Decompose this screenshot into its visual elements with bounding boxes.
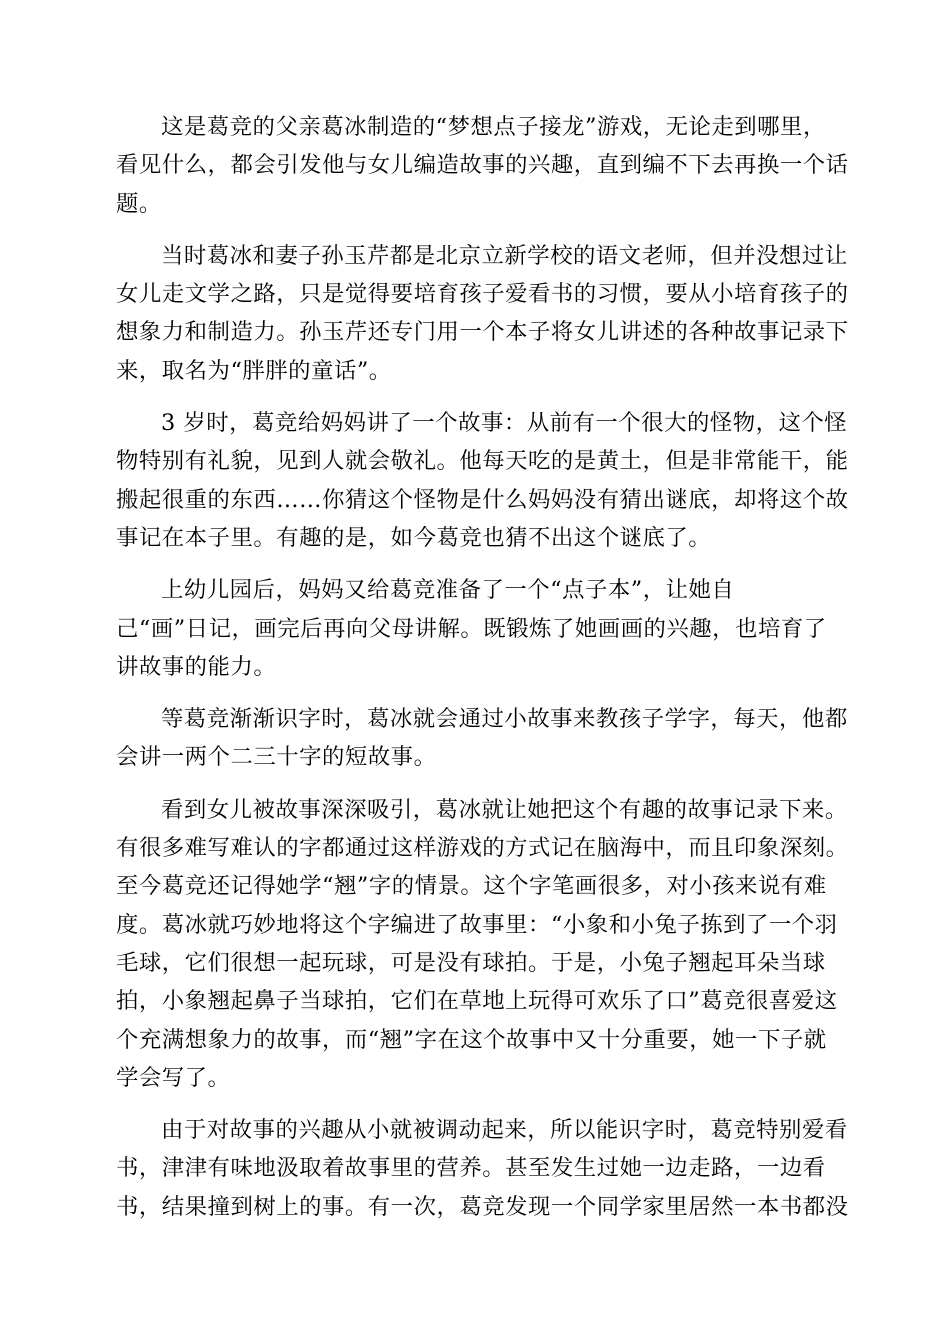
text-line: 当时葛冰和妻子孙玉芹都是北京立新学校的语文老师，但并没想过让	[161, 242, 848, 269]
text-line: 来，取名为“胖胖的童话”。	[116, 357, 392, 384]
paragraph-5	[116, 700, 848, 777]
text-line: 3 岁时，葛竞给妈妈讲了一个故事：从前有一个很大的怪物，这个怪	[161, 410, 848, 437]
text-line: 讲故事的能力。	[116, 653, 277, 680]
text-line: 会讲一两个二三十字的短故事。	[116, 744, 437, 771]
text-line: 度。葛冰就巧妙地将这个字编进了故事里：“小象和小兔子拣到了一个羽	[116, 911, 838, 938]
text-line: 至今葛竞还记得她学“翘”字的情景。这个字笔画很多，对小孩来说有难	[116, 873, 827, 900]
paragraph-7	[116, 1111, 849, 1226]
paragraph-3	[116, 404, 849, 557]
text-line: 个充满想象力的故事，而“翘”字在这个故事中又十分重要，她一下子就	[116, 1026, 827, 1053]
text-line: 事记在本子里。有趣的是，如今葛竞也猜不出这个谜底了。	[116, 524, 712, 551]
text-line: 女儿走文学之路，只是觉得要培育孩子爱看书的习惯，要从小培育孩子的	[116, 281, 849, 308]
text-line: 学会写了。	[116, 1064, 231, 1091]
text-line: 看到女儿被故事深深吸引，葛冰就让她把这个有趣的故事记录下来。	[161, 796, 848, 823]
text-line: 由于对故事的兴趣从小就被调动起来，所以能识字时，葛竞特别爱看	[161, 1117, 848, 1144]
text-line: 己“画”日记，画完后再向父母讲解。既锻炼了她画画的兴趣，也培育了	[116, 615, 827, 642]
paragraph-1	[116, 108, 849, 223]
text-line: 书，津津有味地汲取着故事里的营养。甚至发生过她一边走路，一边看	[116, 1155, 826, 1182]
text-line: 上幼儿园后，妈妈又给葛竞准备了一个“点子本”，让她自	[161, 577, 735, 604]
text-line: 这是葛竞的父亲葛冰制造的“梦想点子接龙”游戏，无论走到哪里，	[161, 114, 826, 140]
text-line: 等葛竞渐渐识字时，葛冰就会通过小故事来教孩子学字，每天，他都	[161, 706, 848, 733]
paragraph-2	[116, 237, 849, 390]
text-line: 看见什么，都会引发他与女儿编造故事的兴趣，直到编不下去再换一个话	[116, 152, 849, 179]
paragraph-6	[116, 791, 849, 1097]
text-line: 搬起很重的东西……你猜这个怪物是什么妈妈没有猜出谜底，却将这个故	[116, 486, 849, 513]
text-line: 书，结果撞到树上的事。有一次，葛竞发现一个同学家里居然一本书都没	[116, 1193, 849, 1220]
text-line: 毛球，它们很想一起玩球，可是没有球拍。于是，小兔子翘起耳朵当球	[116, 949, 826, 976]
text-line: 拍，小象翘起鼻子当球拍，它们在草地上玩得可欢乐了口”葛竞很喜爱这	[116, 988, 838, 1015]
paragraph-4	[116, 571, 834, 686]
text-line: 有很多难写难认的字都通过这样游戏的方式记在脑海中，而且印象深刻。	[116, 835, 849, 862]
text-line: 想象力和制造力。孙玉芹还专门用一个本子将女儿讲述的各种故事记录下	[116, 319, 849, 346]
text-line: 题。	[116, 190, 162, 217]
text-line: 物特别有礼貌，见到人就会敬礼。他每天吃的是黄土，但是非常能干，能	[116, 448, 849, 475]
